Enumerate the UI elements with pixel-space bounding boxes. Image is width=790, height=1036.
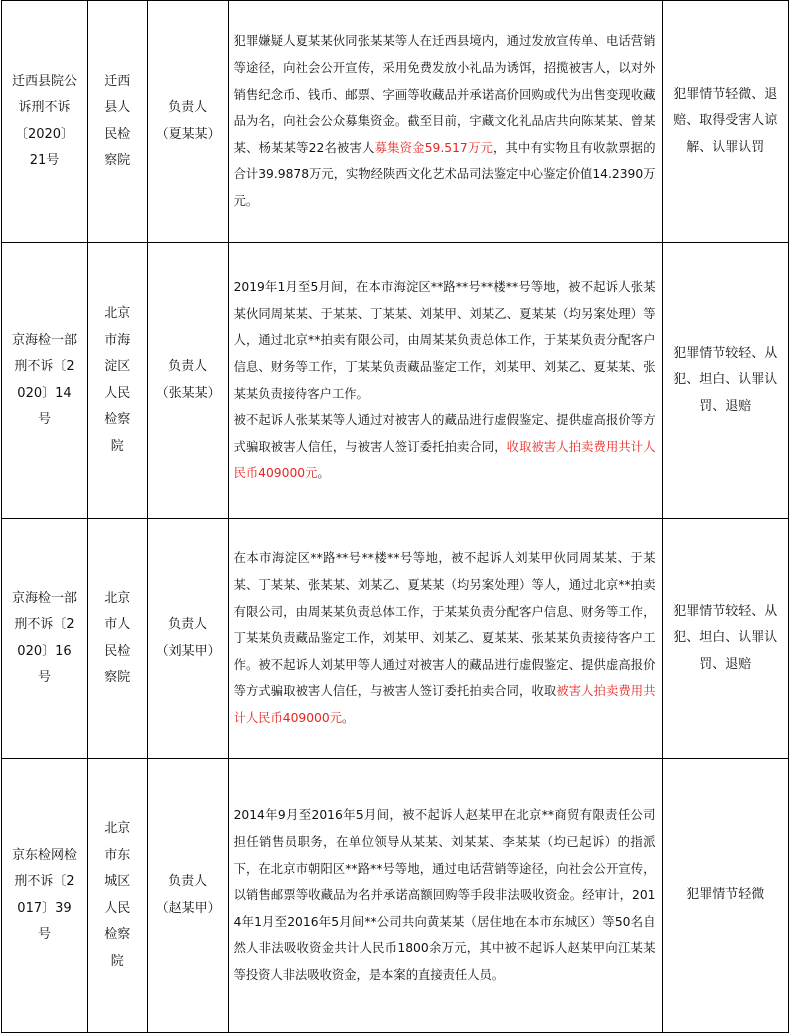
responsible-person: 负责人（夏某某） [155,100,221,142]
table-row [2,519,789,759]
non-prosecution-reason: 犯罪情节较轻、从犯、坦白、认罪认罚、退赔 [673,603,778,672]
facts-text: 2014年9月至2016年5月间，被不起诉人赵某甲在北京**商贸有限责任公司担任销售员职务，在单位领导从某某、刘某某、李某某（均已起诉）的指派下，在北京市朝阳区**路**号等地，通过电话营销等途径，向社会公开宣传，以销售邮票等收藏品为名并承诺高额回购等手段非法吸收资金。经审计，2014年1月至2016年5月间**公司共向黄某某（居住地在本市东城区）等50名自然人非法吸收资金共计人民币1800余万元，其中被不起诉人赵某甲向江某某等投资人非法吸收资金，是本案的直接责任人员。 [233,808,656,982]
case-number: 京海检一部刑不诉〔2020〕14号 [11,332,77,427]
agency-cell [87,1,147,243]
case-number-cell [2,759,88,1033]
agency-cell [87,759,147,1033]
facts-text: 犯罪嫌疑人夏某某伙同张某某等人在迁西县境内，通过发放宣传单、电话营销等途径，向社会公开宣传，采用免费发放小礼品为诱饵，招揽被害人，以对外销售纪念币、钱币、邮票、字画等收藏品并承诺高价回购或代为出售变现收藏品为名，向社会公众募集资金。截至目前，宇藏文化礼品店共向陈某某、曾某某、杨某某等22名被害人 [233,34,656,155]
role-cell [147,759,228,1033]
case-facts [229,274,662,487]
agency-name: 北京市人民检察院 [104,590,131,685]
facts-text: 。 [342,710,355,725]
case-number: 迁西县院公诉刑不诉〔2020〕21号 [11,73,77,168]
case-number-cell [2,1,88,243]
agency-name: 迁西县人民检察院 [104,73,131,168]
case-number-cell [2,519,88,759]
facts-paragraph [234,802,656,988]
reason-cell [662,1,788,243]
reason-cell [662,243,788,519]
case-number: 京东检网检刑不诉〔2017〕39号 [11,847,77,942]
reason-cell [662,519,788,759]
agency-name: 北京市海淀区人民检察院 [104,306,131,454]
facts-cell [228,759,662,1033]
facts-paragraph [234,545,656,731]
case-facts [229,28,662,214]
facts-paragraph [234,407,656,487]
table-row [2,759,789,1033]
facts-paragraph [234,274,656,407]
facts-text: 。 [317,466,330,481]
facts-paragraph [234,28,656,214]
facts-cell [228,1,662,243]
facts-cell [228,519,662,759]
agency-name: 北京市东城区人民检察院 [104,821,131,969]
agency-cell [87,519,147,759]
facts-cell [228,243,662,519]
role-cell [147,519,228,759]
facts-highlight: 募集资金59.517万元 [374,140,493,155]
case-facts [229,545,662,731]
non-prosecution-reason: 犯罪情节轻微、退赔、取得受害人谅解、认罪认罚 [673,86,778,155]
case-facts [229,802,662,988]
role-cell [147,1,228,243]
case-table [1,0,789,1033]
table-row [2,1,789,243]
non-prosecution-reason: 犯罪情节轻微 [686,887,765,903]
agency-cell [87,243,147,519]
non-prosecution-reason: 犯罪情节较轻、从犯、坦白、认罪认罚、退赔 [673,345,778,414]
case-number-cell [2,243,88,519]
facts-text: 被不起诉人张某某等人通过对被害人的藏品进行虚假鉴定、提供虚高报价等方式骗取被害人信任，与被害人签订委托拍卖合同， [233,413,656,454]
facts-highlight: 被害人拍卖费用共计人民币409000元 [233,684,656,725]
facts-text: ，其中有实物且有收款票据的合计39.9878万元，实物经陕西文化艺术品司法鉴定中心鉴定价值14.2390万元。 [233,140,656,208]
reason-cell [662,759,788,1033]
role-cell [147,243,228,519]
case-number: 京海检一部刑不诉〔2020〕16号 [11,590,77,685]
responsible-person: 负责人（张某某） [155,359,221,401]
facts-text: 2019年1月至5月间，在本市海淀区**路**号**楼**号等地，被不起诉人张某某伙同周某某、于某某、丁某某、刘某甲、刘某乙、夏某某（均另案处理）等人，通过北京**拍卖有限公司，由周某某负责总体工作，于某某负责分配客户信息、财务等工作，丁某某负责藏品鉴定工作，刘某甲、刘某乙、夏某某、张某某负责接待客户工作。 [233,280,656,401]
responsible-person: 负责人（赵某甲） [155,874,221,916]
table-row [2,243,789,519]
facts-text: 在本市海淀区**路**号**楼**号等地，被不起诉人刘某甲伙同周某某、于某某、丁某某、张某某、刘某乙、夏某某（均另案处理）等人，通过北京**拍卖有限公司，由周某某负责总体工作，于某某负责分配客户信息、财务等工作，丁某某负责藏品鉴定工作，刘某甲、刘某乙、夏某某、张某某负责接待客户工作。被不起诉人刘某甲等人通过对被害人的藏品进行虚假鉴定、提供虚高报价等方式骗取被害人信任，与被害人签订委托拍卖合同，收取 [233,551,656,699]
responsible-person: 负责人（刘某甲） [155,617,221,659]
facts-highlight: 收取被害人拍卖费用共计人民币409000元 [233,439,656,481]
